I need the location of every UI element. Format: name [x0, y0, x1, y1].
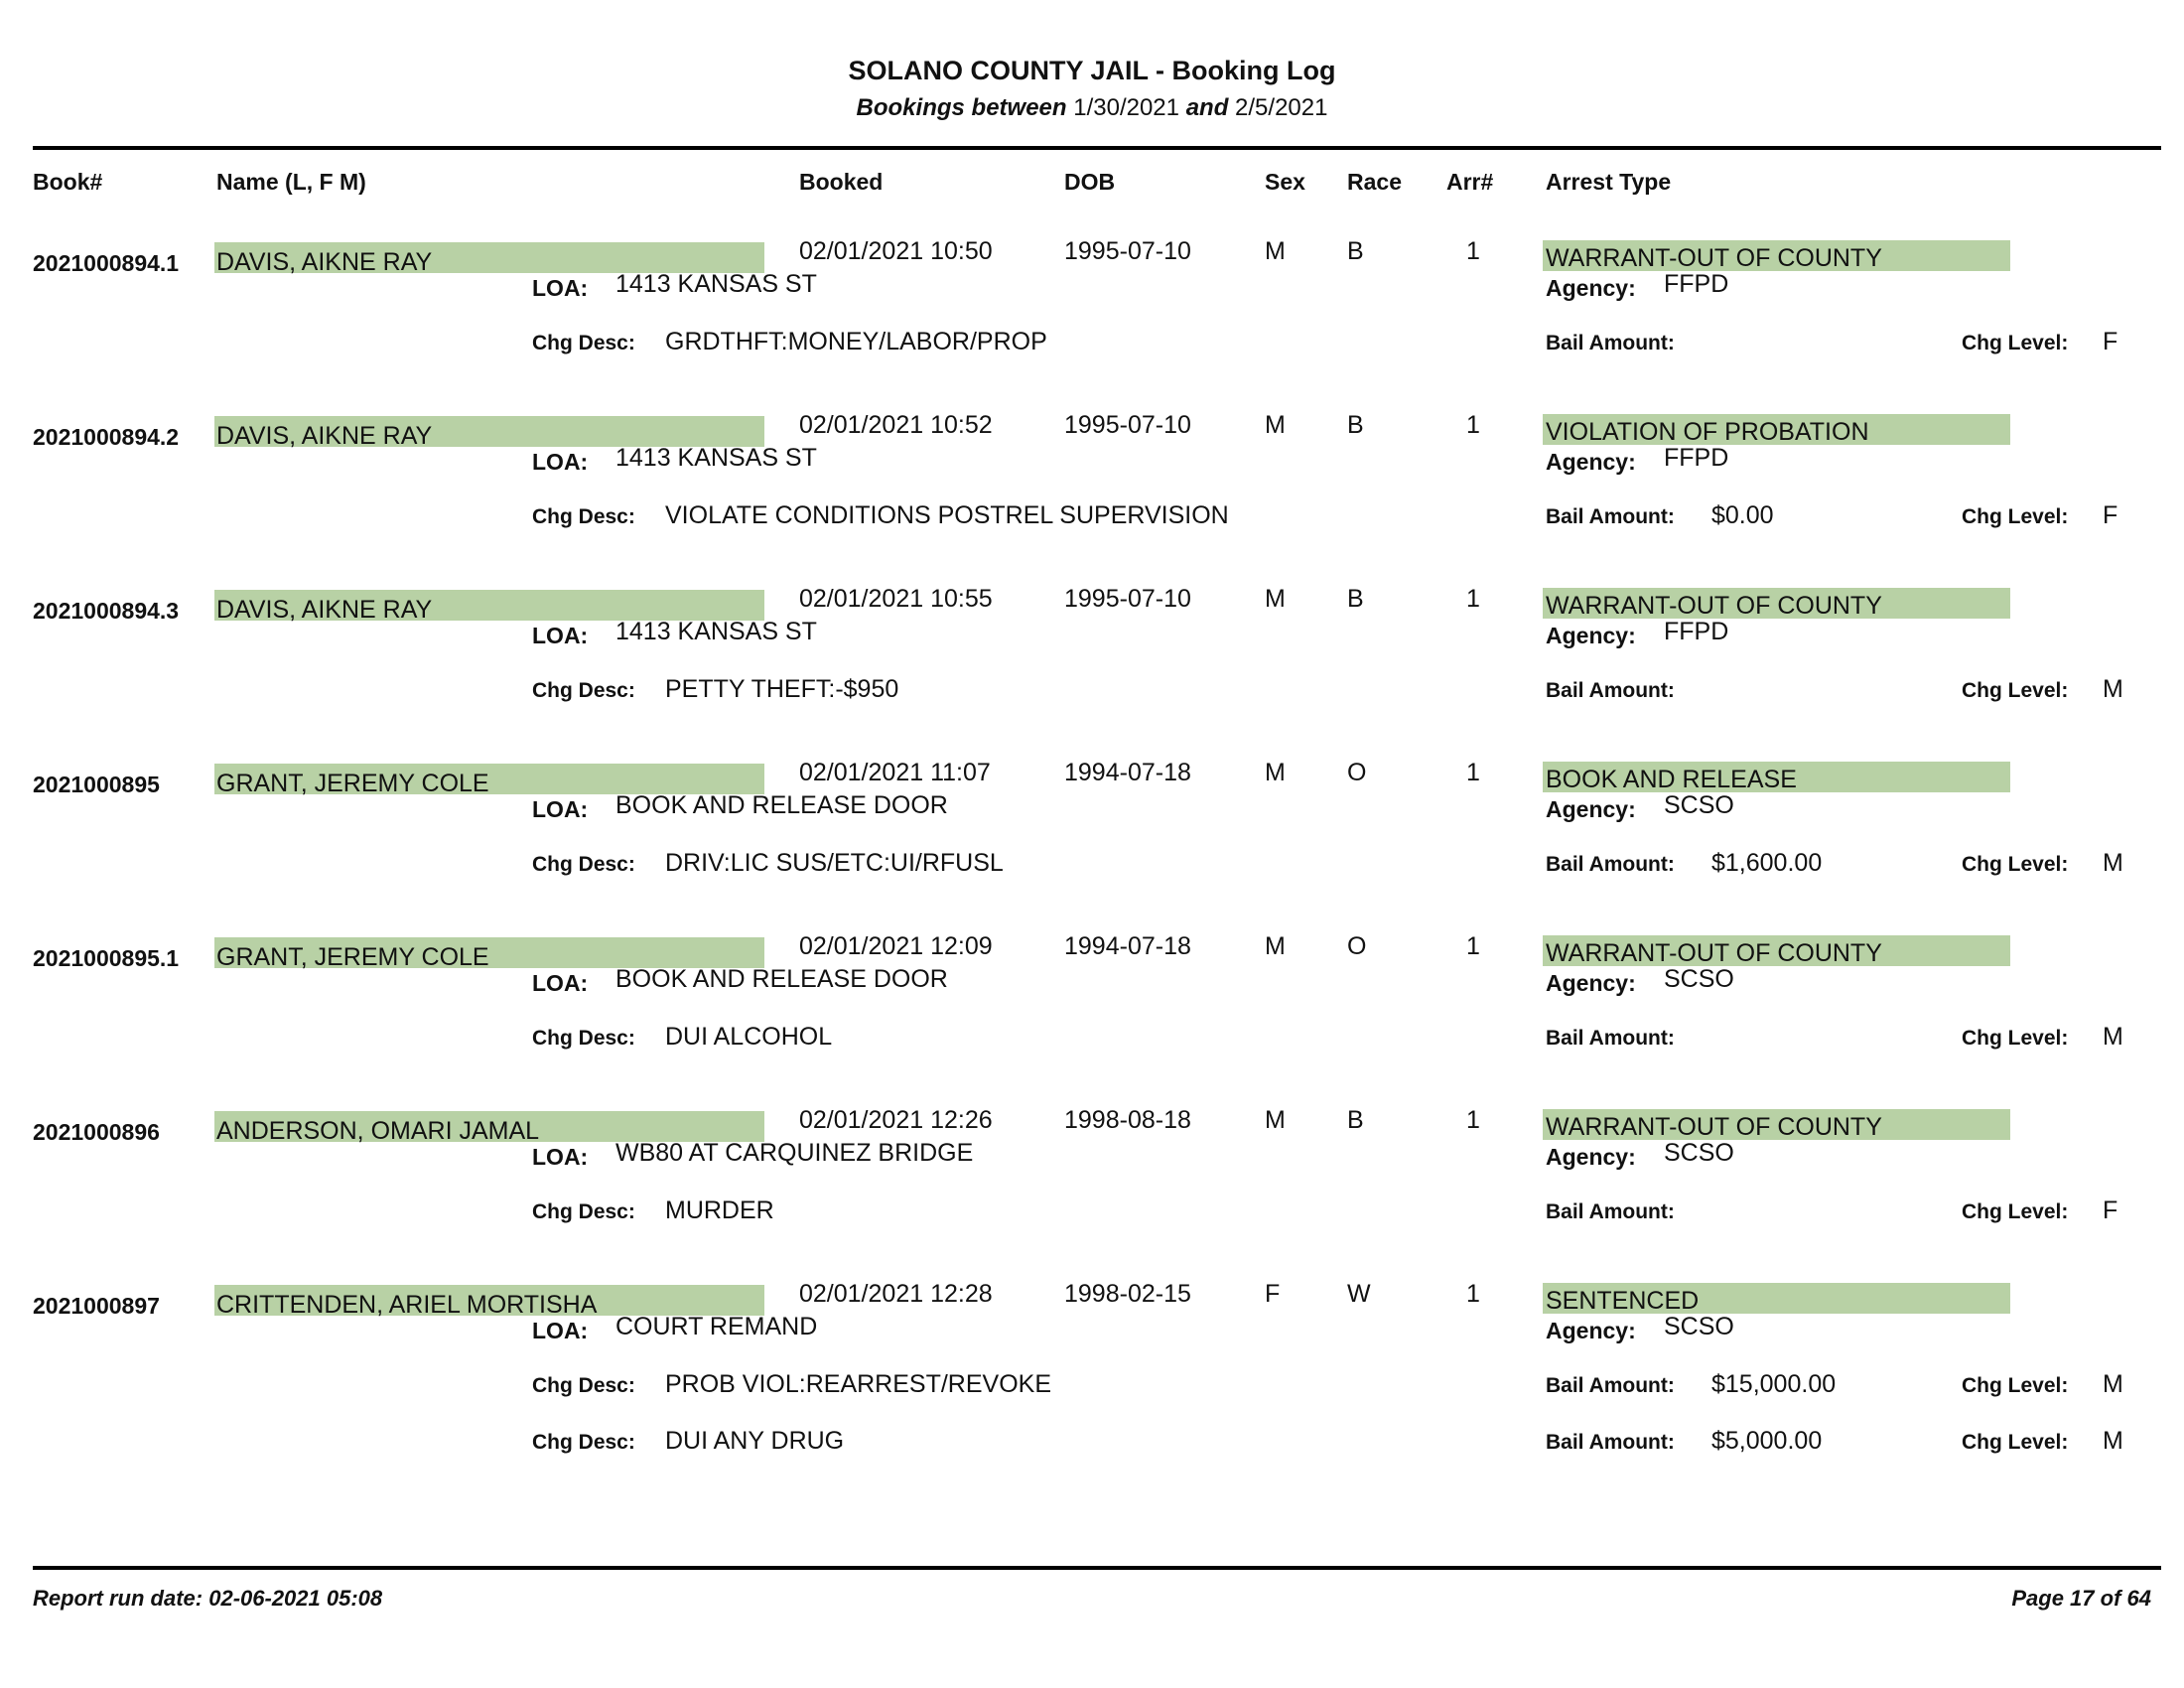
agency-label: Agency:: [1546, 796, 1636, 822]
date-of-birth: 1994-07-18: [1064, 932, 1191, 960]
chg-desc-label: Chg Desc:: [532, 1374, 635, 1397]
chg-desc-label: Chg Desc:: [532, 332, 635, 354]
charge-level: F: [2103, 328, 2118, 355]
book-number: 2021000896: [33, 1119, 160, 1145]
report-run-date: Report run date: 02-06-2021 05:08: [33, 1586, 383, 1611]
charge-description: DUI ALCOHOL: [665, 1023, 833, 1051]
date-of-birth: 1998-02-15: [1064, 1280, 1191, 1308]
agency-value: SCSO: [1664, 965, 1734, 993]
arrest-number: 1: [1466, 932, 1480, 960]
loa-label: LOA:: [532, 623, 589, 648]
bail-amount-label: Bail Amount:: [1546, 1200, 1675, 1223]
report-title: SOLANO COUNTY JAIL - Booking Log: [848, 56, 1336, 85]
chg-desc-label: Chg Desc:: [532, 853, 635, 876]
chg-desc-label: Chg Desc:: [532, 505, 635, 528]
charge-description: MURDER: [665, 1196, 774, 1224]
loa-value: COURT REMAND: [615, 1313, 818, 1340]
agency-value: FFPD: [1664, 444, 1729, 472]
date-of-birth: 1995-07-10: [1064, 237, 1191, 265]
booking-record: [0, 394, 2184, 568]
date-of-birth: 1995-07-10: [1064, 585, 1191, 613]
agency-value: SCSO: [1664, 791, 1734, 819]
sex: F: [1265, 1280, 1281, 1308]
report-subtitle: [0, 94, 2184, 122]
bail-amount-label: Bail Amount:: [1546, 679, 1675, 702]
col-header-arr: Arr#: [1446, 169, 1494, 195]
book-number: 2021000895: [33, 772, 160, 797]
arrest-number: 1: [1466, 1280, 1480, 1308]
charge-level: M: [2103, 849, 2123, 877]
sex: M: [1265, 759, 1286, 786]
book-number: 2021000894.2: [33, 424, 180, 450]
arrest-type: WARRANT-OUT OF COUNTY: [1546, 592, 1882, 620]
agency-label: Agency:: [1546, 1144, 1636, 1170]
charge-level: M: [2103, 1427, 2123, 1455]
chg-level-label: Chg Level:: [1962, 679, 2069, 702]
arrest-number: 1: [1466, 1106, 1480, 1134]
charge-description: PETTY THEFT:-$950: [665, 675, 899, 703]
race: W: [1347, 1280, 1371, 1308]
loa-value: 1413 KANSAS ST: [615, 618, 817, 645]
charge-level: M: [2103, 1023, 2123, 1051]
inmate-name: GRANT, JEREMY COLE: [216, 943, 489, 971]
booking-record: [0, 568, 2184, 742]
bail-amount-label: Bail Amount:: [1546, 1431, 1675, 1454]
agency-value: SCSO: [1664, 1139, 1734, 1167]
booked-datetime: 02/01/2021 12:26: [799, 1106, 993, 1134]
chg-desc-label: Chg Desc:: [532, 1200, 635, 1223]
race: O: [1347, 759, 1367, 786]
bail-amount: $5,000.00: [1711, 1427, 1823, 1455]
chg-level-label: Chg Level:: [1962, 1027, 2069, 1050]
charge-description: PROB VIOL:REARREST/REVOKE: [665, 1370, 1051, 1398]
bail-amount-label: Bail Amount:: [1546, 1374, 1675, 1397]
arrest-type: BOOK AND RELEASE: [1546, 766, 1797, 793]
inmate-name: ANDERSON, OMARI JAMAL: [216, 1117, 540, 1145]
arrest-number: 1: [1466, 585, 1480, 613]
loa-label: LOA:: [532, 796, 589, 822]
loa-value: 1413 KANSAS ST: [615, 270, 817, 298]
inmate-name: DAVIS, AIKNE RAY: [216, 422, 433, 450]
agency-label: Agency:: [1546, 970, 1636, 996]
chg-level-label: Chg Level:: [1962, 1200, 2069, 1223]
page-number: Page 17 of 64: [2011, 1586, 2151, 1611]
sex: M: [1265, 932, 1286, 960]
bail-amount: $15,000.00: [1711, 1370, 1837, 1398]
sex: M: [1265, 1106, 1286, 1134]
booking-record: [0, 220, 2184, 394]
col-header-sex: Sex: [1265, 169, 1305, 195]
race: B: [1347, 237, 1364, 265]
inmate-name: GRANT, JEREMY COLE: [216, 770, 489, 797]
sex: M: [1265, 585, 1286, 613]
charge-level: M: [2103, 675, 2123, 703]
arrest-number: 1: [1466, 237, 1480, 265]
chg-desc-label: Chg Desc:: [532, 1431, 635, 1454]
col-header-race: Race: [1347, 169, 1402, 195]
booked-datetime: 02/01/2021 10:55: [799, 585, 993, 613]
bail-amount: $0.00: [1711, 501, 1774, 529]
col-header-dob: DOB: [1064, 169, 1116, 195]
bail-amount-label: Bail Amount:: [1546, 505, 1675, 528]
loa-value: BOOK AND RELEASE DOOR: [615, 791, 948, 819]
agency-label: Agency:: [1546, 1318, 1636, 1343]
booked-datetime: 02/01/2021 10:52: [799, 411, 993, 439]
booking-record: [0, 1263, 2184, 1455]
loa-label: LOA:: [532, 970, 589, 996]
header-rule: [33, 146, 2161, 150]
loa-value: WB80 AT CARQUINEZ BRIDGE: [615, 1139, 974, 1167]
arrest-type: VIOLATION OF PROBATION: [1546, 418, 1869, 446]
book-number: 2021000894.1: [33, 250, 180, 276]
booked-datetime: 02/01/2021 12:09: [799, 932, 993, 960]
agency-value: SCSO: [1664, 1313, 1734, 1340]
race: O: [1347, 932, 1367, 960]
booked-datetime: 02/01/2021 12:28: [799, 1280, 993, 1308]
chg-level-label: Chg Level:: [1962, 1431, 2069, 1454]
bail-amount-label: Bail Amount:: [1546, 1027, 1675, 1050]
charge-level: F: [2103, 1196, 2118, 1224]
book-number: 2021000895.1: [33, 945, 180, 971]
charge-description: DUI ANY DRUG: [665, 1427, 845, 1455]
bail-amount: $1,600.00: [1711, 849, 1823, 877]
chg-level-label: Chg Level:: [1962, 853, 2069, 876]
loa-value: 1413 KANSAS ST: [615, 444, 817, 472]
arrest-type: WARRANT-OUT OF COUNTY: [1546, 244, 1882, 272]
arrest-type: SENTENCED: [1546, 1287, 1700, 1315]
end-date: 2/5/2021: [1235, 94, 1328, 121]
race: B: [1347, 411, 1364, 439]
inmate-name: DAVIS, AIKNE RAY: [216, 596, 433, 624]
charge-description: DRIV:LIC SUS/ETC:UI/RFUSL: [665, 849, 1004, 877]
chg-desc-label: Chg Desc:: [532, 1027, 635, 1050]
date-of-birth: 1994-07-18: [1064, 759, 1191, 786]
date-of-birth: 1998-08-18: [1064, 1106, 1191, 1134]
arrest-type: WARRANT-OUT OF COUNTY: [1546, 1113, 1882, 1141]
arrest-number: 1: [1466, 411, 1480, 439]
loa-label: LOA:: [532, 275, 589, 301]
agency-value: FFPD: [1664, 618, 1729, 645]
agency-label: Agency:: [1546, 623, 1636, 648]
booked-datetime: 02/01/2021 10:50: [799, 237, 993, 265]
subtitle-prefix: Bookings between: [856, 94, 1067, 121]
start-date: 1/30/2021: [1073, 94, 1180, 121]
agency-label: Agency:: [1546, 449, 1636, 475]
agency-label: Agency:: [1546, 275, 1636, 301]
book-number: 2021000897: [33, 1293, 160, 1319]
book-number: 2021000894.3: [33, 598, 180, 624]
charge-level: F: [2103, 501, 2118, 529]
col-header-book: Book#: [33, 169, 103, 195]
chg-desc-label: Chg Desc:: [532, 679, 635, 702]
col-header-arrest-type: Arrest Type: [1546, 169, 1672, 195]
chg-level-label: Chg Level:: [1962, 505, 2069, 528]
loa-label: LOA:: [532, 1144, 589, 1170]
arrest-number: 1: [1466, 759, 1480, 786]
chg-level-label: Chg Level:: [1962, 332, 2069, 354]
charge-level: M: [2103, 1370, 2123, 1398]
booking-record: [0, 915, 2184, 1089]
inmate-name: DAVIS, AIKNE RAY: [216, 248, 433, 276]
bail-amount-label: Bail Amount:: [1546, 332, 1675, 354]
loa-label: LOA:: [532, 1318, 589, 1343]
sex: M: [1265, 237, 1286, 265]
booked-datetime: 02/01/2021 11:07: [799, 759, 991, 786]
subtitle-and: and: [1185, 94, 1229, 121]
inmate-name: CRITTENDEN, ARIEL MORTISHA: [216, 1291, 598, 1319]
loa-label: LOA:: [532, 449, 589, 475]
booking-record: [0, 742, 2184, 915]
booking-record: [0, 1089, 2184, 1263]
arrest-type: WARRANT-OUT OF COUNTY: [1546, 939, 1882, 967]
sex: M: [1265, 411, 1286, 439]
col-header-booked: Booked: [799, 169, 884, 195]
bail-amount-label: Bail Amount:: [1546, 853, 1675, 876]
loa-value: BOOK AND RELEASE DOOR: [615, 965, 948, 993]
chg-level-label: Chg Level:: [1962, 1374, 2069, 1397]
charge-description: GRDTHFT:MONEY/LABOR/PROP: [665, 328, 1047, 355]
charge-description: VIOLATE CONDITIONS POSTREL SUPERVISION: [665, 501, 1229, 529]
agency-value: FFPD: [1664, 270, 1729, 298]
race: B: [1347, 1106, 1364, 1134]
date-of-birth: 1995-07-10: [1064, 411, 1191, 439]
col-header-name: Name (L, F M): [216, 169, 366, 195]
race: B: [1347, 585, 1364, 613]
footer-rule: [33, 1566, 2161, 1570]
